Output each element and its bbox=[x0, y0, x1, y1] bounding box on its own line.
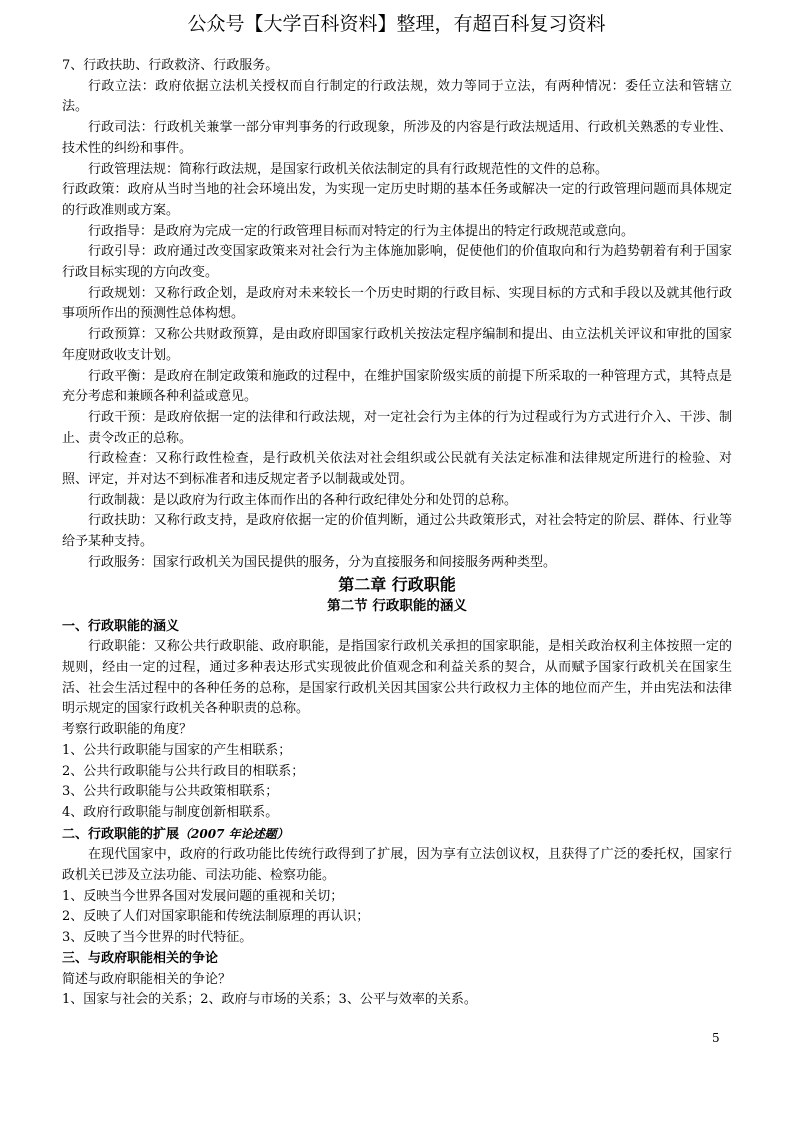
definition-paragraph: 行政管理法规：简称行政法规，是国家行政机关依法制定的具有行政规范性的文件的总称。 bbox=[88, 161, 609, 177]
definition-paragraph: 行政检查：又称行政性检查，是行政机关依法对社会组织或公民就有关法定标准和法律规定所进行的检验、对照、评定，并对达不到标准者和违反规定者予以制裁或处罚。 bbox=[62, 451, 732, 488]
definition-paragraph: 行政预算：又称公共财政预算，是由政府即国家行政机关按法定程序编制和提出、由立法机关评议和审批的国家年度财政收支计划。 bbox=[62, 327, 732, 363]
list-item: 1、国家与社会的关系；2、政府与市场的关系；3、公平与效率的关系。 bbox=[62, 992, 477, 1008]
definition-paragraph: 行政政策：政府从当时当地的社会环境出发，为实现一定历史时期的基本任务或解决一定的行政管理问题而具体规定的行政准则或方案。 bbox=[62, 182, 732, 218]
definition-paragraph: 行政服务：国家行政机关为国民提供的服务，分为直接服务和间接服务两种类型。 bbox=[88, 554, 557, 570]
list-item: 4、政府行政职能与制度创新相联系。 bbox=[62, 804, 279, 820]
list-item: 1、反映当今世界各国对发展问题的重视和关切； bbox=[62, 888, 344, 904]
definition-paragraph: 行政干预：是政府依据一定的法律和行政法规，对一定社会行为主体的行为过程或行为方式进行介入、干涉、制止、责令改正的总称。 bbox=[62, 409, 732, 446]
list-item: 2、公共行政职能与公共行政目的相联系； bbox=[62, 763, 305, 779]
definition-paragraph: 行政立法：政府依据立法机关授权而自行制定的行政法规，效力等同于立法，有两种情况：委任立法和管辖立法。 bbox=[62, 78, 732, 115]
definition-paragraph: 行政平衡：是政府在制定政策和施政的过程中，在维护国家阶级实质的前提下所采取的一种管理方式，其特点是充分考虑和兼顾各种利益或意见。 bbox=[62, 368, 732, 405]
definition-paragraph: 行政规划：又称行政企划，是政府对未来较长一个历史时期的行政目标、实现目标的方式和手段以及就其他行政事项所作出的预测性总体构想。 bbox=[62, 285, 732, 322]
list-item: 7、行政扶助、行政救济、行政服务。 bbox=[62, 58, 279, 73]
list-item: 3、公共行政职能与公共政策相联系； bbox=[62, 784, 279, 800]
definition-paragraph: 行政指导：是政府为完成一定的行政管理目标而对特定的行为主体提出的特定行政规范或意向。 bbox=[88, 223, 635, 239]
body-paragraph: 在现代国家中，政府的行政功能比传统行政得到了扩展，因为享有立法创议权，且获得了广泛的委托权，国家行政机关已涉及立法功能、司法功能、检察功能。 bbox=[62, 847, 732, 884]
heading-text: 二、行政职能的扩展 bbox=[62, 826, 180, 842]
list-item: 3、反映了当今世界的时代特征。 bbox=[62, 930, 253, 946]
definition-paragraph: 行政扶助：又称行政支持，是政府依据一定的价值判断，通过公共政策形式，对社会特定的阶层、群体、行业等给予某种支持。 bbox=[62, 513, 732, 550]
subsection-heading bbox=[62, 824, 732, 846]
definition-paragraph: 行政职能：又称公共行政职能、政府职能，是指国家行政机关承担的国家职能，是相关政治权利主体按照一定的规则，经由一定的过程，通过多种表达形式实现彼此价值观念和利益关系的契合，从而赋予国家行政机关在国家生活、社会生活过程中的各种任务的总称，是国家行政机关因其国家公共行政权力主体的地位而产生，并由宪法和法律明示规定的国家行政机关各种职责的总称。 bbox=[62, 639, 732, 717]
exam-note: （2007 年论述题） bbox=[179, 826, 289, 841]
list-item: 1、公共行政职能与国家的产生相联系； bbox=[62, 742, 292, 758]
list-item: 2、反映了人们对国家职能和传统法制原理的再认识； bbox=[62, 909, 370, 925]
subsection-heading: 三、与政府职能相关的争论 bbox=[62, 950, 219, 966]
document-body bbox=[62, 56, 732, 1011]
page-header: 公众号【大学百科资料】整理，有超百科复习资料 bbox=[187, 13, 606, 35]
definition-paragraph: 行政制裁：是以政府为行政主体而作出的各种行政纪律处分和处罚的总称。 bbox=[88, 492, 518, 508]
definition-paragraph: 行政司法：行政机关兼掌一部分审判事务的行政现象，所涉及的内容是行政法规适用、行政机关熟悉的专业性、技术性的纠纷和事件。 bbox=[62, 120, 732, 156]
chapter-title: 第二章 行政职能 bbox=[338, 574, 456, 594]
page-number: 5 bbox=[712, 1031, 720, 1045]
question-line: 简述与政府职能相关的争论？ bbox=[62, 971, 232, 987]
subsection-heading: 一、行政职能的涵义 bbox=[62, 618, 180, 634]
section-title: 第二节 行政职能的涵义 bbox=[327, 597, 467, 614]
definition-paragraph: 行政引导：政府通过改变国家政策来对社会行为主体施加影响，促使他们的价值取向和行为趋势朝着有利于国家行政目标实现的方向改变。 bbox=[62, 244, 732, 281]
question-line: 考察行政职能的角度？ bbox=[62, 722, 193, 738]
